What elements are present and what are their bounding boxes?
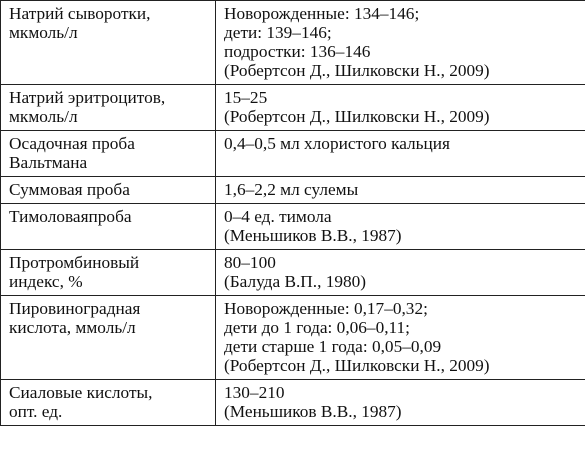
citation-text: (Меньшиков В.В., 1987): [224, 226, 402, 245]
citation-text: (Робертсон Д., Шилковски Н., 2009): [224, 107, 490, 126]
parameter-text: Суммовая проба: [9, 180, 130, 199]
table-row: [1, 131, 585, 177]
table-row: [1, 296, 585, 380]
table-row: [1, 85, 585, 131]
value-text: 1,6–2,2 мл сулемы: [224, 180, 359, 199]
parameter-text: индекс, %: [9, 272, 83, 291]
value-text: 15–25: [224, 88, 268, 107]
value-text: Новорожденные: 0,17–0,32;: [224, 299, 428, 318]
value-cell: [216, 296, 585, 380]
value-text: 80–100: [224, 253, 276, 272]
citation-text: (Меньшиков В.В., 1987): [224, 402, 402, 421]
value-text: дети старше 1 года: 0,05–0,09: [224, 337, 442, 356]
table-row: [1, 380, 585, 426]
parameter-text: опт. ед.: [9, 402, 63, 421]
parameter-cell: [1, 85, 216, 131]
parameter-cell: [1, 204, 216, 250]
value-cell: [216, 380, 585, 426]
parameter-text: мкмоль/л: [9, 23, 78, 42]
parameter-cell: [1, 131, 216, 177]
value-cell: [216, 1, 585, 85]
table-row: [1, 177, 585, 204]
value-text: подростки: 136–146: [224, 42, 371, 61]
citation-text: (Балуда В.П., 1980): [224, 272, 367, 291]
parameter-text: Протромбиновый: [9, 253, 140, 272]
parameter-text: Сиаловые кислоты,: [9, 383, 153, 402]
table-row: [1, 204, 585, 250]
value-text: дети до 1 года: 0,06–0,11;: [224, 318, 410, 337]
value-cell: [216, 250, 585, 296]
value-text: 130–210: [224, 383, 285, 402]
parameter-cell: [1, 1, 216, 85]
parameter-text: Осадочная проба: [9, 134, 135, 153]
parameter-cell: [1, 380, 216, 426]
table-row: [1, 250, 585, 296]
parameter-text: кислота, ммоль/л: [9, 318, 136, 337]
citation-text: (Робертсон Д., Шилковски Н., 2009): [224, 61, 490, 80]
value-text: Новорожденные: 134–146;: [224, 4, 420, 23]
value-cell: [216, 177, 585, 204]
value-cell: [216, 131, 585, 177]
parameter-text: Тимоловаяпроба: [9, 207, 132, 226]
parameter-text: Вальтмана: [9, 153, 88, 172]
value-cell: [216, 204, 585, 250]
table-row: [1, 1, 585, 85]
parameter-text: Пировиноградная: [9, 299, 141, 318]
parameter-text: мкмоль/л: [9, 107, 78, 126]
parameter-cell: [1, 177, 216, 204]
parameter-text: Натрий сыворотки,: [9, 4, 151, 23]
parameter-cell: [1, 296, 216, 380]
value-text: 0,4–0,5 мл хлористого кальция: [224, 134, 450, 153]
value-cell: [216, 85, 585, 131]
parameter-cell: [1, 250, 216, 296]
parameter-text: Натрий эритроцитов,: [9, 88, 166, 107]
value-text: 0–4 ед. тимола: [224, 207, 332, 226]
value-text: дети: 139–146;: [224, 23, 332, 42]
citation-text: (Робертсон Д., Шилковски Н., 2009): [224, 356, 490, 375]
